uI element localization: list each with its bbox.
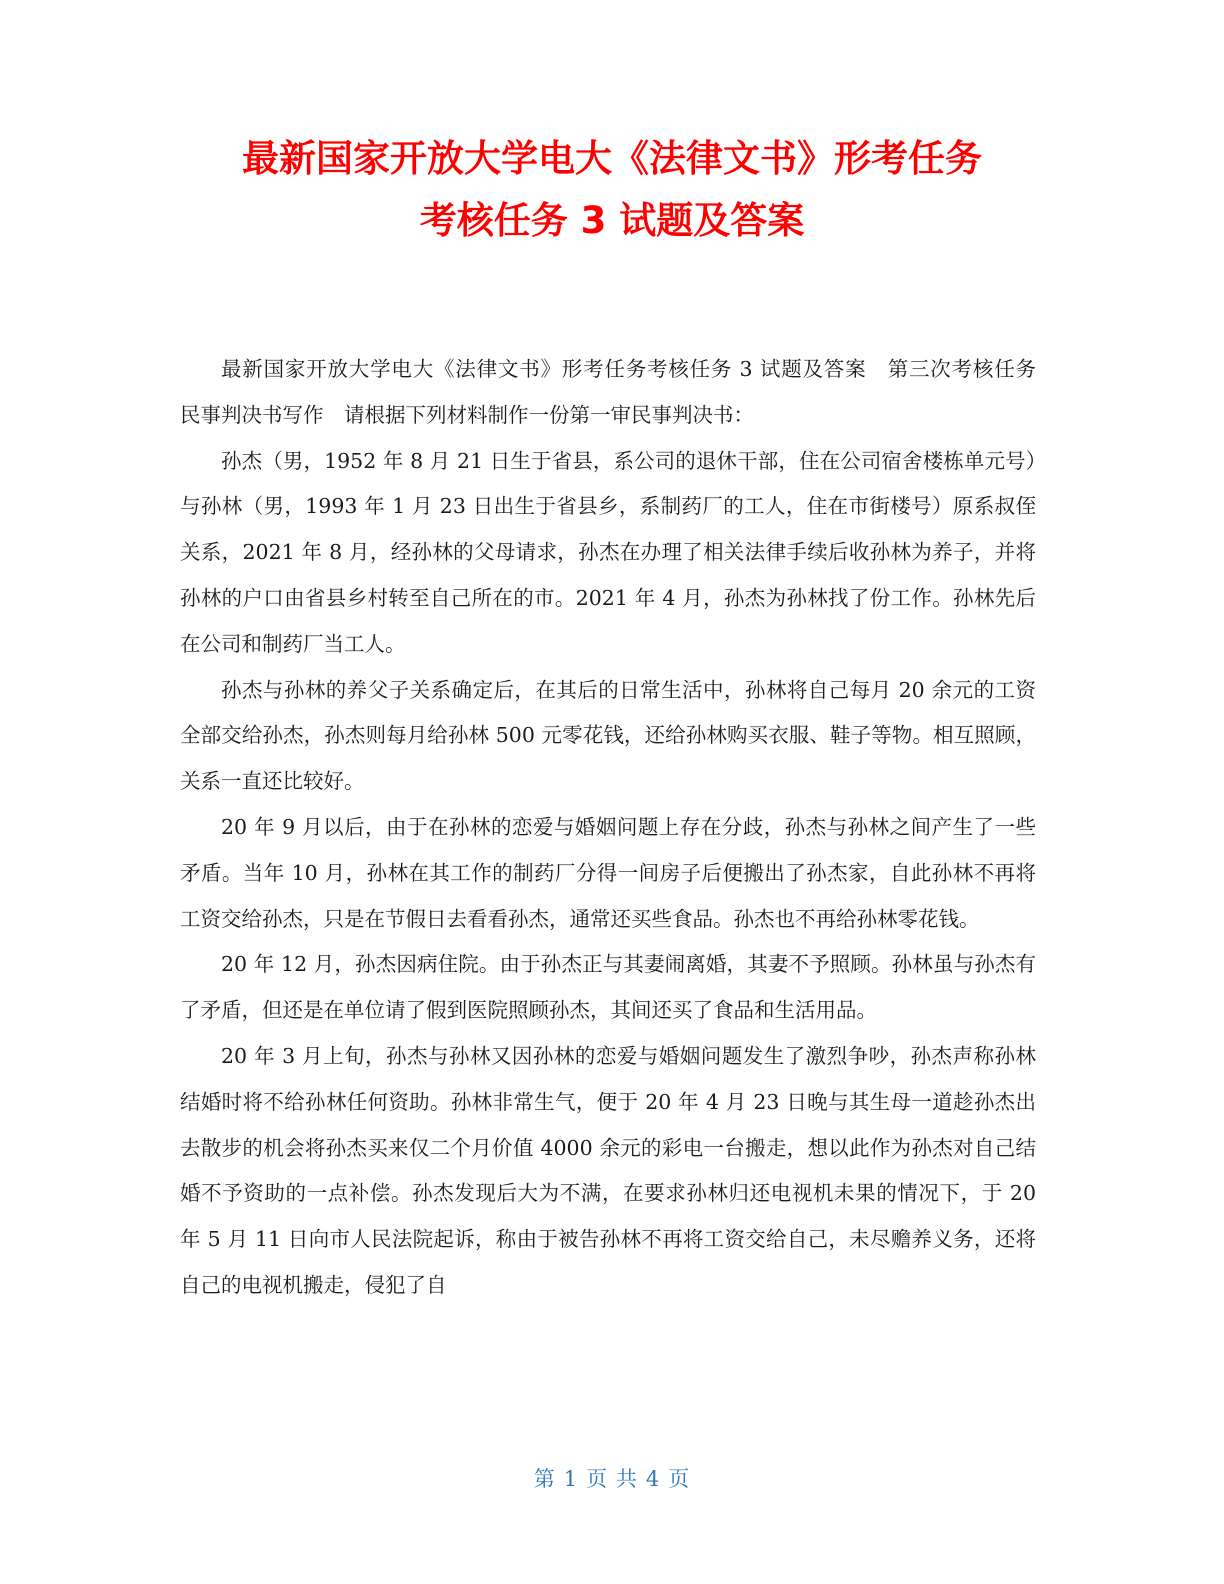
paragraph-relationship: 孙杰与孙林的养父子关系确定后，在其后的日常生活中，孙林将自己每月 20 余元的工资全部交给孙杰，孙杰则每月给孙林 500 元零花钱，还给孙林购买衣服、鞋子等物。相互照顾，关系一直还比较好。	[180, 677, 1036, 794]
document-title	[150, 128, 1074, 252]
paragraph-lawsuit: 20 年 3 月上旬，孙杰与孙林又因孙林的恋爱与婚姻问题发生了激烈争吵，孙杰声称孙林结婚时将不给孙林任何资助。孙林非常生气，便于 20 年 4 月 23 日晚与其生母一道趁孙杰出去散步的机会将孙杰买来仅二个月价值 4000 余元的彩电一台搬走，想以此作为孙杰对自己结婚不予资助的一点补偿。孙杰发现后大为不满，在要求孙林归还电视机未果的情况下，于 20 年 5 月 11 日向市人民法院起诉，称由于被告孙林不再将工资交给自己，未尽赡养义务，还将自己的电视机搬走，侵犯了自	[180, 1043, 1036, 1297]
paragraph-hospital: 20 年 12 月，孙杰因病住院。由于孙杰正与其妻闹离婚，其妻不予照顾。孙林虽与孙杰有了矛盾，但还是在单位请了假到医院照顾孙杰，其间还买了食品和生活用品。	[180, 952, 1036, 1023]
footer-page-number: 1	[563, 1467, 579, 1491]
footer-middle: 页 共	[586, 1467, 638, 1491]
footer-prefix: 第	[533, 1467, 556, 1491]
footer-total-pages: 4	[645, 1467, 661, 1491]
paragraph-parties: 孙杰（男，1952 年 8 月 21 日生于省县，系公司的退休干部，住在公司宿舍楼栋单元号）与孙林（男，1993 年 1 月 23 日出生于省县乡，系制药厂的工人，住在市街楼号）原系叔侄关系，2021 年 8 月，经孙林的父母请求，孙杰在办理了相关法律手续后收孙林为养子，并将孙林的户口由省县乡村转至自己所在的市。2021 年 4 月，孙杰为孙林找了份工作。孙林先后在公司和制药厂当工人。	[180, 448, 1036, 656]
page-footer	[0, 1464, 1224, 1494]
document-body	[180, 347, 1057, 1309]
title-line-1: 最新国家开放大学电大《法律文书》形考任务	[242, 137, 982, 180]
paragraph-conflict: 20 年 9 月以后，由于在孙林的恋爱与婚姻问题上存在分歧，孙杰与孙林之间产生了一些矛盾。当年 10 月，孙林在其工作的制药厂分得一间房子后便搬出了孙杰家，自此孙林不再将工资交给孙杰，只是在节假日去看看孙杰，通常还买些食品。孙杰也不再给孙林零花钱。	[180, 814, 1036, 931]
footer-suffix: 页	[668, 1467, 691, 1491]
title-line-2: 考核任务 3 试题及答案	[419, 199, 805, 242]
paragraph-intro: 最新国家开放大学电大《法律文书》形考任务考核任务 3 试题及答案 第三次考核任务 民事判决书写作 请根据下列材料制作一份第一审民事判决书：	[180, 357, 1057, 427]
